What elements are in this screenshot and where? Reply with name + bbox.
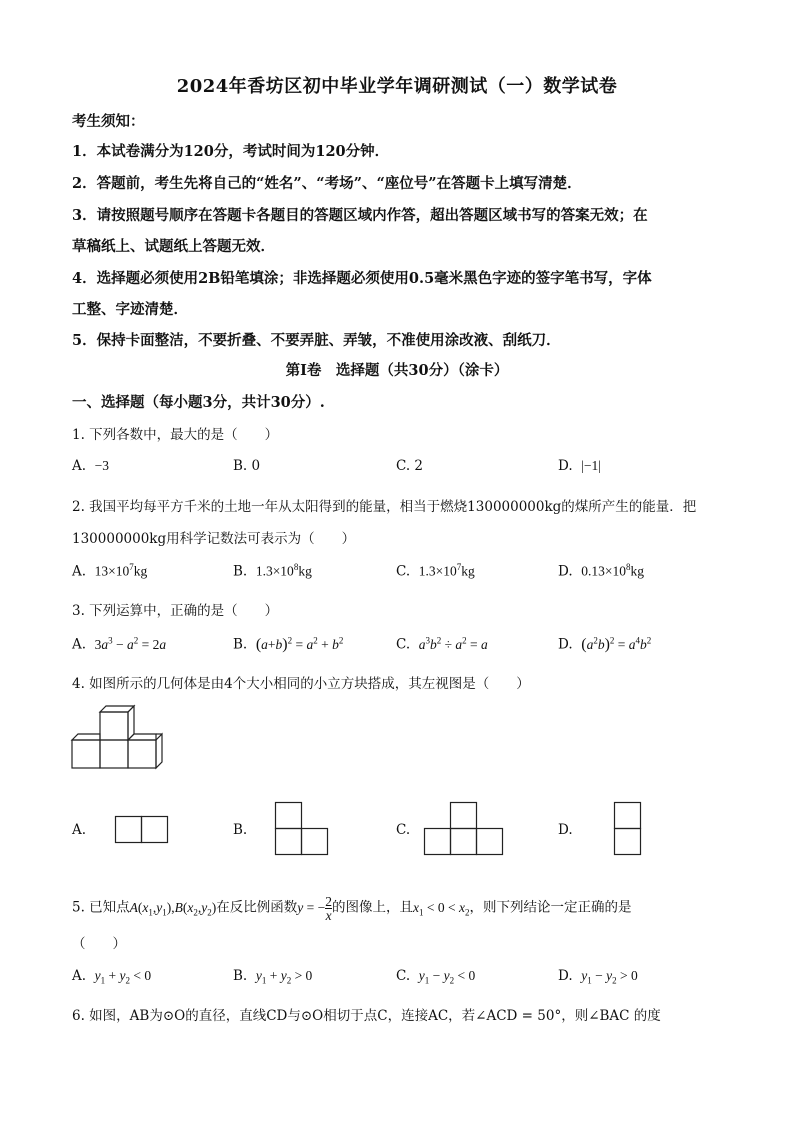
q4-option-a-label: A. (72, 822, 87, 838)
notice-heading: 考生须知： (72, 113, 145, 130)
q2-option-c: C. $1.3\times 10^7kg$ (396, 562, 475, 580)
notice-item-4-cont: 工整、字迹清楚． (72, 301, 188, 318)
q2-option-b: B. $1.3\times 10^8kg$ (233, 562, 312, 580)
q3-option-c: C. $a^3b^2 \div a^2 = a$ (396, 635, 488, 653)
q1-option-d: D. |−1| (558, 458, 602, 474)
notice-item-3-cont: 草稿纸上、试题纸上答题无效． (72, 238, 275, 255)
page-title: 2024年香坊区初中毕业学年调研测试（一）数学试卷 (176, 76, 618, 97)
notice-item-3: 3．请按照题号顺序在答题卡各题目的答题区域内作答，超出答题区域书写的答案无效；在 (72, 207, 648, 224)
q3-option-b: B. $(a+b)^2 = a^2 + b^2$ (233, 635, 344, 653)
q1-option-a: A. −3 (72, 458, 110, 474)
q5-option-d: D. $y_1 - y_2 > 0$ (558, 968, 638, 986)
q3-option-a: A. $3a^3 - a^2 = 2a$ (72, 635, 167, 653)
part-heading: 第Ⅰ卷 选择题（共30分）（涂卡） (285, 362, 509, 379)
q4-option-c-label: C. (396, 822, 411, 838)
q2-option-d: D. $0.13\times 10^8kg$ (558, 562, 644, 580)
q5-option-c: C. $y_1 - y_2 < 0$ (396, 968, 476, 986)
q2-option-a: A. $13\times 10^7kg$ (72, 562, 148, 580)
q4-option-b-label: B. (233, 822, 248, 838)
q4-option-d-view (614, 802, 644, 858)
q3-option-d: D. $(a^2b)^2 = a^4b^2$ (558, 635, 652, 653)
section-heading: 一、选择题（每小题3分，共计30分）. (72, 394, 325, 411)
question-2-line-1: 2. 我国平均每平方千米的土地一年从太阳得到的能量，相当于燃烧130000000kg的煤所产生的能量．把 (72, 499, 697, 515)
notice-item-5: 5．保持卡面整洁，不要折叠、不要弄脏、弄皱，不准使用涂改液、刮纸刀． (72, 332, 561, 349)
q4-option-b-view (275, 802, 331, 858)
question-5-stem: 5. 已知点$A(x_1,y_1),B(x_2,y_2)$在反比例函数y = − $\frac{2}{x}$ 的图像上，且$x_1 < 0 < x_2$，则下列结论一定正确的是 (72, 894, 632, 923)
question-1-stem: 1. 下列各数中，最大的是（ ） (72, 427, 279, 443)
q4-option-c-view (424, 802, 508, 858)
q4-option-d-label: D. (558, 822, 573, 838)
q1-option-b: B. 0 (233, 458, 261, 474)
notice-item-2: 2．答题前，考生先将自己的“姓名”、“考场”、“座位号”在答题卡上填写清楚． (72, 175, 582, 192)
q4-option-a-view (115, 816, 171, 844)
question-3-stem: 3. 下列运算中，正确的是（ ） (72, 603, 279, 619)
question-6-stem: 6. 如图，AB为⊙O的直径，直线CD与⊙O相切于点C，连接AC，若∠ACD = 50°，则∠BAC 的度 (72, 1008, 661, 1024)
question-2-line-2: 130000000kg用科学记数法可表示为（ ） (72, 531, 356, 547)
q5-option-b: B. $y_1 + y_2 > 0$ (233, 968, 313, 986)
q1-option-c: C. 2 (396, 458, 424, 474)
notice-item-4: 4．选择题必须使用2B铅笔填涂；非选择题必须使用0.5毫米黑色字迹的签字笔书写，字体 (72, 270, 652, 287)
notice-item-1: 1．本试卷满分为120分，考试时间为120分钟． (72, 143, 390, 160)
question-4-stem: 4. 如图所示的几何体是由4个大小相同的小立方块搭成，其左视图是（ ） (72, 676, 530, 692)
q5-option-a: A. $y_1 + y_2 < 0$ (72, 968, 152, 986)
question-5-line-2: （ ） (72, 936, 126, 952)
